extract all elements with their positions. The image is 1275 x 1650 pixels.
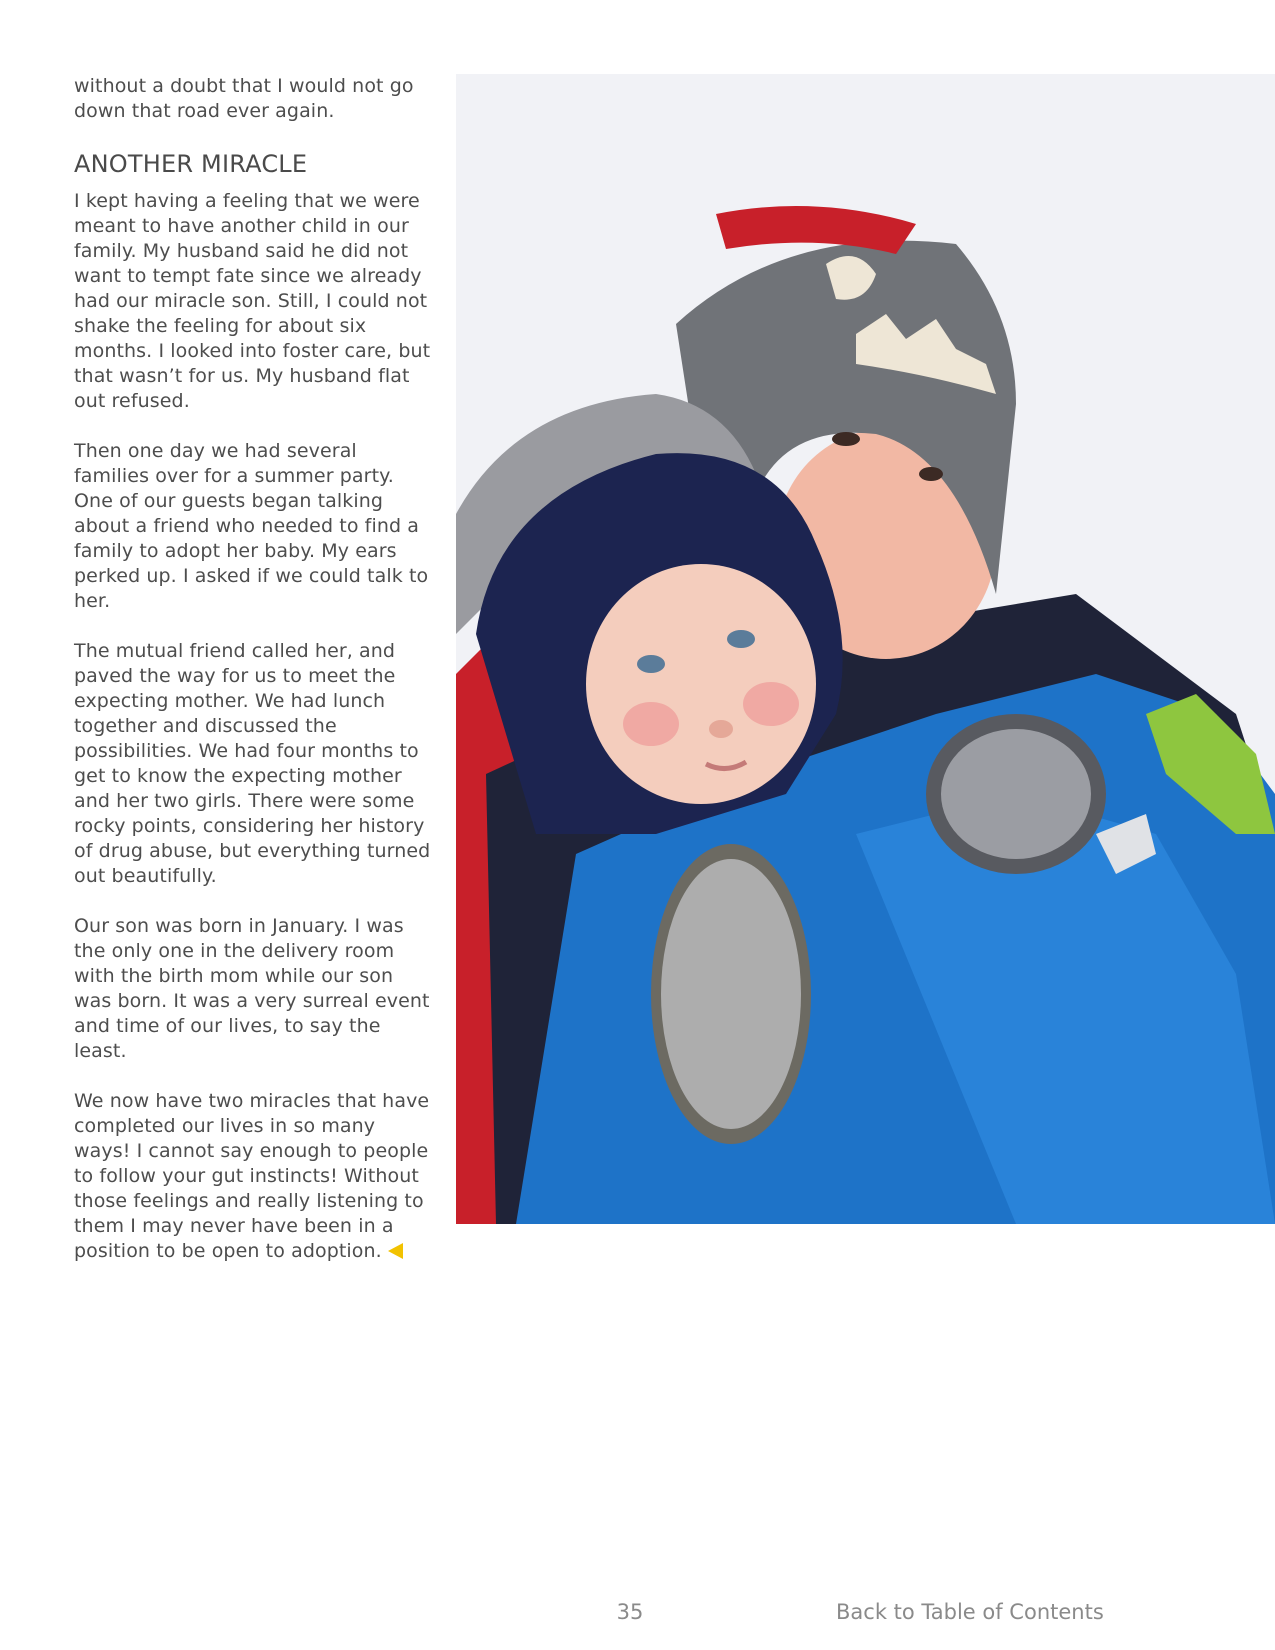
intro-paragraph: without a doubt that I would not go down that road ever again. <box>74 75 414 122</box>
photo-two-children-in-snow <box>456 74 1275 1224</box>
section-heading: ANOTHER MIRACLE <box>74 150 308 178</box>
back-to-toc-link[interactable]: Back to Table of Contents <box>836 1600 1104 1624</box>
article-column <box>74 74 436 1264</box>
body-paragraph-3: The mutual friend called her, and paved the way for us to meet the expecting mother. We had lunch together and discussed the possibilities. We had four months to get to know the expecting mother and her two girls. There were some rocky points, considering her history of drug abuse, but everything turned out beautifully. <box>74 640 431 887</box>
body-paragraph-2: Then one day we had several families over for a summer party. One of our guests began talking about a friend who needed to find a family to adopt her baby. My ears perked up. I asked if we could talk to her. <box>74 440 429 612</box>
body-paragraph-4: Our son was born in January. I was the only one in the delivery room with the birth mom while our son was born. It was a very surreal event and time of our lives, to say the least. <box>74 915 430 1062</box>
body-paragraph-5-text: We now have two miracles that have completed our lives in so many ways! I cannot say enough to people to follow your gut instincts! Without those feelings and really listening to them I may never have been in a position to be open to adoption. <box>74 1090 430 1262</box>
body-paragraph-5 <box>74 1089 436 1264</box>
page-number: 35 <box>616 1600 644 1624</box>
body-paragraph-1: I kept having a feeling that we were meant to have another child in our family. My husband said he did not want to tempt fate since we already had our miracle son. Still, I could not shake the feeling for about six months. I looked into foster care, but that wasn’t for us. My husband flat out refused. <box>74 190 431 412</box>
photo-illustration <box>456 74 1275 1224</box>
end-of-article-triangle-icon <box>388 1243 403 1259</box>
